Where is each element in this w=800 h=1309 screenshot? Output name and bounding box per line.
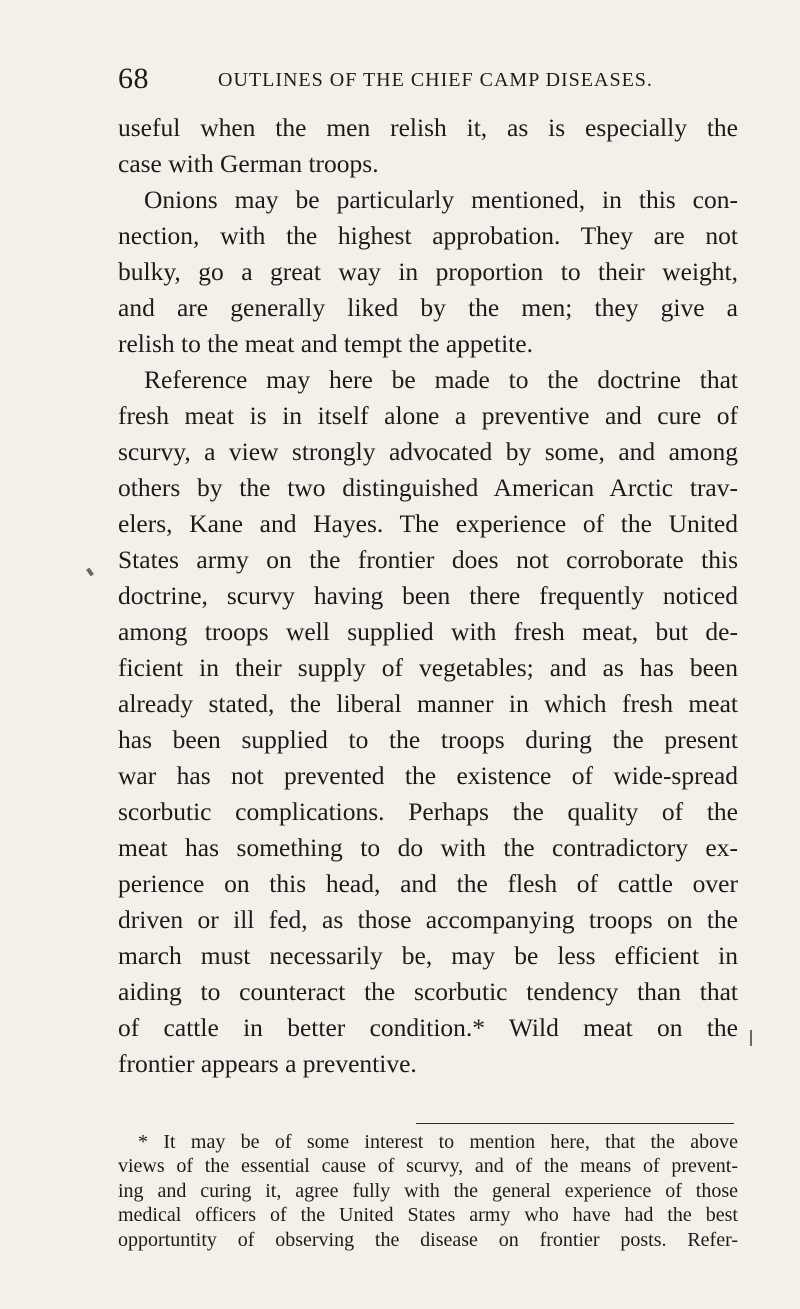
margin-speck xyxy=(750,1030,752,1046)
text-line: already stated, the liberal manner in which fresh meat xyxy=(118,689,738,718)
text-line: nection, with the highest approbation. They are not xyxy=(118,221,738,250)
footnote-line: views of the essential cause of scurvy, and of the means of prevent- xyxy=(118,1155,738,1178)
text-line: relish to the meat and tempt the appetite. xyxy=(118,329,533,358)
text-line: perience on this head, and the flesh of cattle over xyxy=(118,869,738,898)
text-line: war has not prevented the existence of wide-spread xyxy=(118,761,738,790)
running-head xyxy=(118,62,738,102)
footnote-line: opportuntity of observing the disease on frontier posts. Refer- xyxy=(118,1228,738,1251)
text-line: Onions may be particularly mentioned, in this con- xyxy=(144,185,738,214)
text-line: others by the two distinguished American Arctic trav- xyxy=(118,473,738,502)
footnote-line: * It may be of some interest to mention here, that the above xyxy=(138,1131,738,1153)
text-line: ficient in their supply of vegetables; and as has been xyxy=(118,653,738,682)
footnote xyxy=(118,1130,738,1252)
text-line: doctrine, scurvy having been there frequently noticed xyxy=(118,581,738,610)
footnote-line: ing and curing it, agree fully with the general experience of those xyxy=(118,1179,738,1202)
text-line: bulky, go a great way in proportion to their weight, xyxy=(118,257,738,286)
footnote-rule xyxy=(416,1123,734,1124)
text-line: frontier appears a preventive. xyxy=(118,1049,417,1078)
text-line: has been supplied to the troops during the present xyxy=(118,725,738,754)
margin-speck xyxy=(86,568,94,577)
text-line: driven or ill fed, as those accompanying troops on the xyxy=(118,905,738,934)
text-line: case with German troops. xyxy=(118,149,379,178)
text-line: of cattle in better condition.* Wild meat on the xyxy=(118,1013,738,1042)
text-line: States army on the frontier does not corroborate this xyxy=(118,545,738,574)
running-title: OUTLINES OF THE CHIEF CAMP DISEASES. xyxy=(218,69,653,91)
footnote-line: medical officers of the United States army who have had the best xyxy=(118,1204,738,1227)
text-line: useful when the men relish it, as is especially the xyxy=(118,113,738,142)
text-line: scorbutic complications. Perhaps the quality of the xyxy=(118,797,738,826)
text-line: aiding to counteract the scorbutic tendency than that xyxy=(118,977,738,1006)
text-line: and are generally liked by the men; they give a xyxy=(118,293,738,322)
text-line: elers, Kane and Hayes. The experience of the United xyxy=(118,509,738,538)
page-number: 68 xyxy=(118,62,149,95)
text-line: meat has something to do with the contradictory ex- xyxy=(118,833,738,862)
text-line: fresh meat is in itself alone a preventive and cure of xyxy=(118,401,738,430)
body-text xyxy=(118,110,738,1082)
text-line: Reference may here be made to the doctrine that xyxy=(144,365,738,394)
text-line: scurvy, a view strongly advocated by some, and among xyxy=(118,437,738,466)
text-line: among troops well supplied with fresh meat, but de- xyxy=(118,617,738,646)
text-line: march must necessarily be, may be less efficient in xyxy=(118,941,738,970)
